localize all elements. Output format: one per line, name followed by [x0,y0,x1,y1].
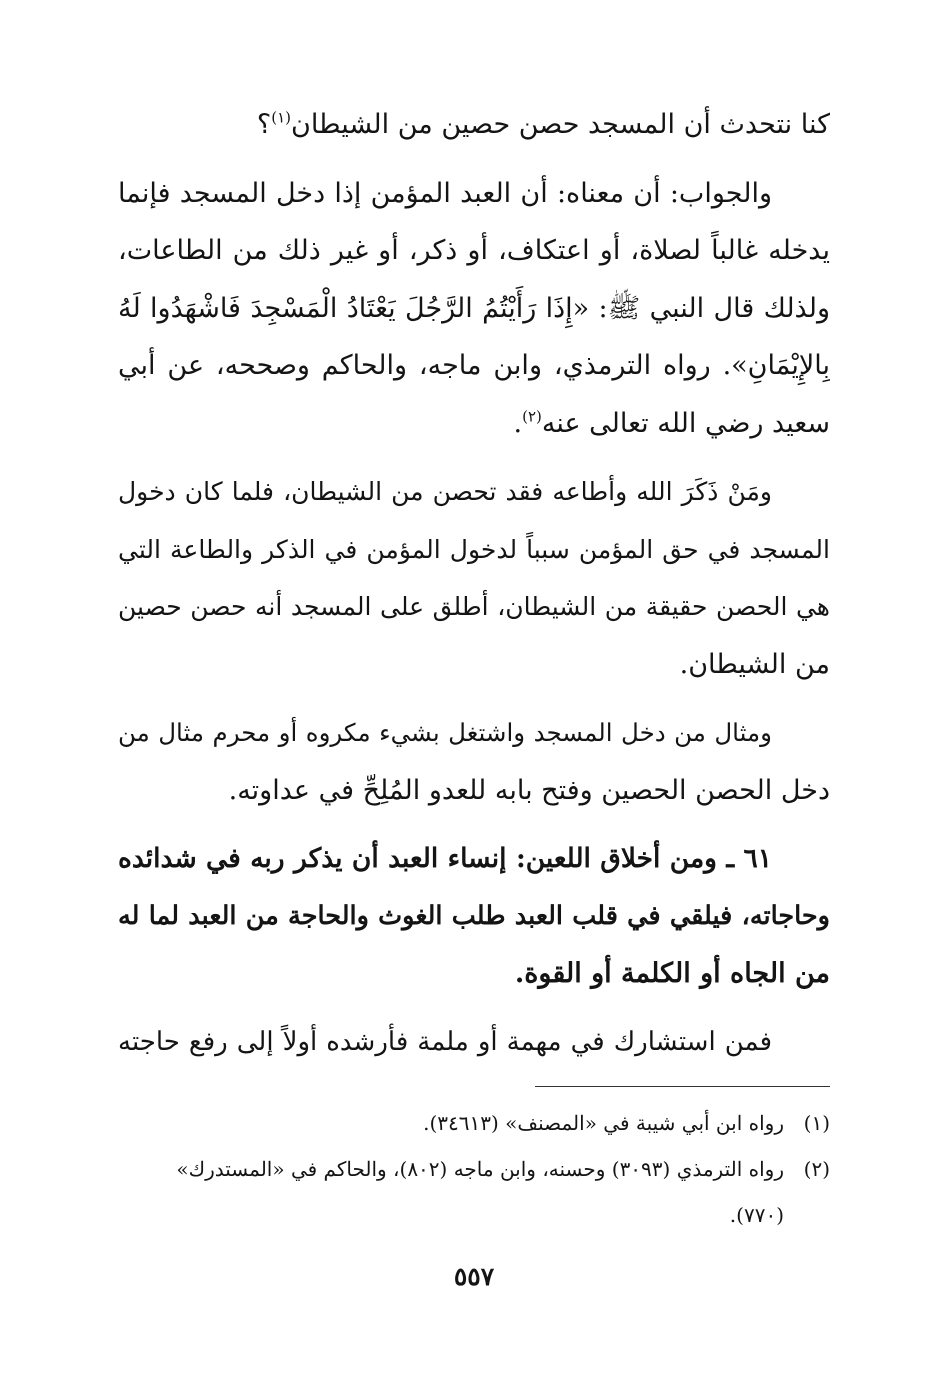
footnote-line: (١)رواه ابن أبي شيبة في «المصنف» (٣٤٦١٣). [118,1100,830,1146]
paragraph [118,96,830,154]
footnote-line: (٧٧٠). [729,1203,784,1227]
text-line: المسجد في حق المؤمن سبباً لدخول المؤمن في الذكر والطاعة التي [118,534,830,564]
main-text [118,96,830,1071]
text-line: يدخله غالباً لصلاة، أو اعتكاف، أو ذكر، أو غير ذلك من الطاعات، [118,235,830,266]
footnote-ref: (٢) [522,407,542,425]
text-line: من الشيطان. [679,648,830,680]
footnote-line: (٢)رواه الترمذي (٣٠٩٣) وحسنه، وابن ماجه (٨٠٢)، والحاكم في «المستدرك» [118,1146,830,1192]
footnote-divider [535,1086,830,1087]
text-line: بِالإِيْمَانِ». رواه الترمذي، وابن ماجه، والحاكم وصححه، عن أبي [118,350,830,381]
text-line: سعيد رضي الله تعالى عنه$^{(٢)}$. [513,407,830,439]
text-line: كنا نتحدث أن المسجد حصن حصين من الشيطان$^{(١)}$؟ [256,108,830,140]
footnote-ref: (١) [271,108,291,127]
text-line: فمن استشارك في مهمة أو ملمة فأرشده أولاً إلى رفع حاجته [118,1026,772,1057]
text-line: من الجاه أو الكلمة أو القوة. [514,958,830,989]
footnote-number: (٢) [803,1157,830,1181]
paragraph [118,1014,830,1072]
text-line: ومثال من دخل المسجد واشتغل بشيء مكروه أو محرم مثال من [118,718,772,747]
text-line: هي الحصن حقيقة من الشيطان، أطلق على المسجد أنه حصن حصين [118,592,830,621]
footnote-number: (١) [803,1111,830,1135]
text-line: وحاجاته، فيلقي في قلب العبد طلب الغوث والحاجة من العبد لما له [118,900,830,931]
page-number: ٥٥٧ [453,1262,495,1291]
text-line: دخل الحصن الحصين وفتح بابه للعدو المُلِحِّ في عداوته. [228,774,830,806]
paragraph [118,704,830,819]
text-line: والجواب: أن معناه: أن العبد المؤمن إذا دخل المسجد فإنما [118,177,772,209]
text-line: ٦١ ـ ومن أخلاق اللعين: إنساء العبد أن يذكر ربه في شدائده [118,843,772,874]
footnote [118,1146,830,1238]
paragraph [118,463,830,693]
bold-paragraph [118,830,830,1003]
footnote [118,1100,830,1146]
text-line: ولذلك قال النبي ﷺ: «إِذَا رَأَيْتُمُ الرَّجُلَ يَعْتَادُ الْمَسْجِدَ فَاشْهَدُوا لَهُ [118,292,830,324]
paragraph [118,165,830,453]
footnotes [118,1100,830,1238]
text-line: ومَنْ ذَكَرَ الله وأطاعه فقد تحصن من الشيطان، فلما كان دخول [118,477,772,506]
